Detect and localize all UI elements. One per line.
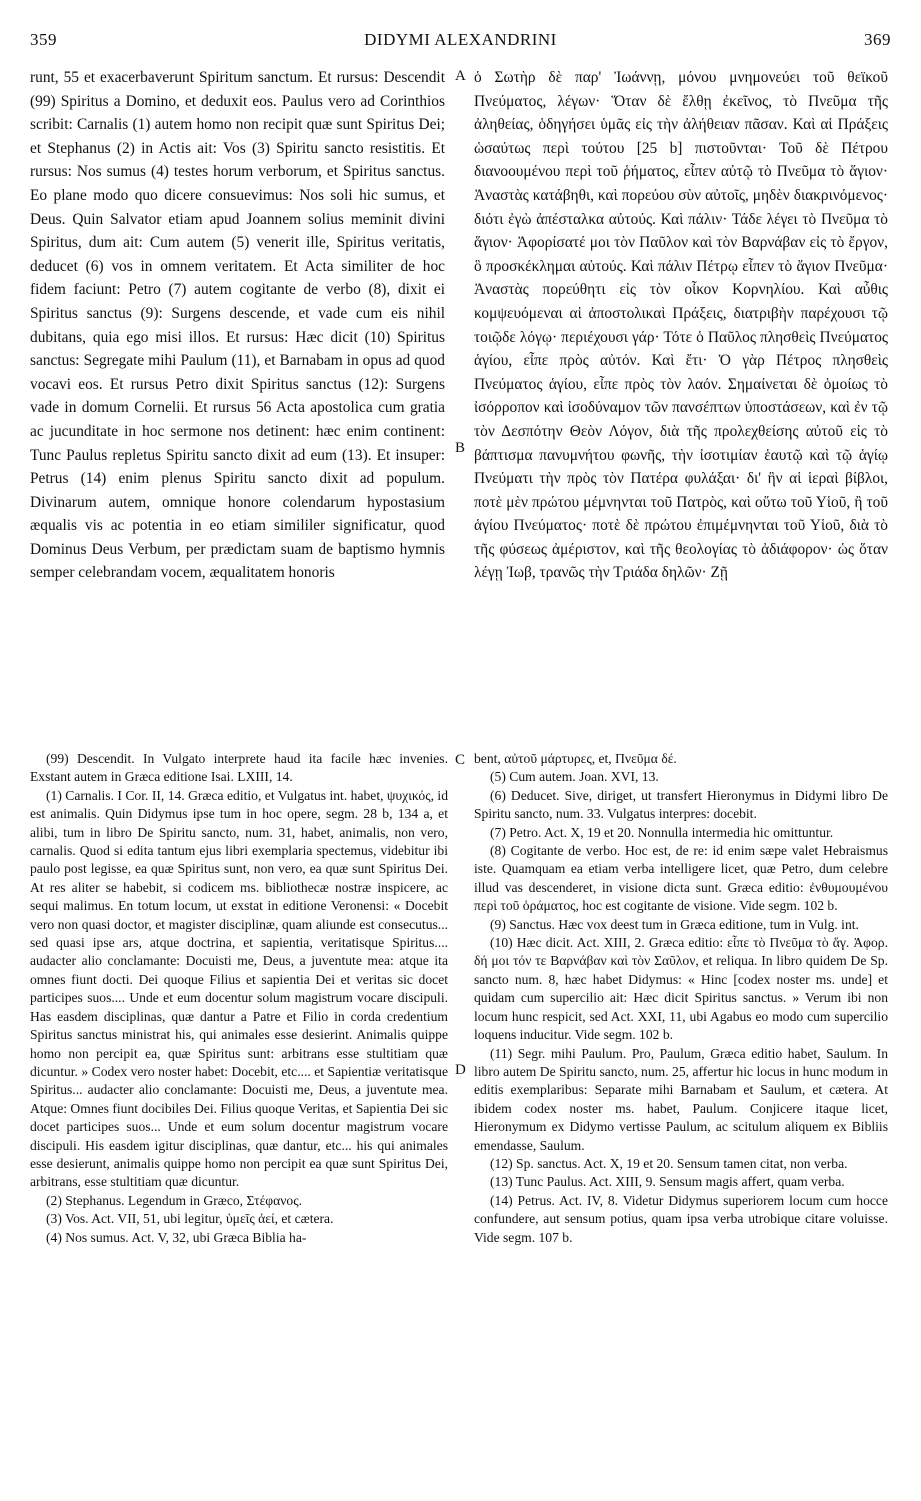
footnote: (11) Segr. mihi Paulum. Pro, Paulum, Græca editio habet, Saulum. In libro autem De Spiritu sancto, num. 25, affertur hic locus in hunc modum in editis exemplaribus: Separate mihi Barnabam et Saulum, et cætera. At ibidem codex noster ms. habet, Paulum. Conjicere itaque licet, Hieronymum ex Didymo vertisse Paulum, ac scitulum aliquem ex Bibliis emendasse, Saulum. xyxy=(474,1045,888,1153)
latin-main-text: runt, 55 et exacerbaverunt Spiritum sanctum. Et rursus: Descendit (99) Spiritus a Domino, et deduxit eos. Paulus vero ad Corinthios scribit: Carnalis (1) autem homo non recipit quæ sunt Spiritus Dei; et Stephanus (2) in Actis ait: Vos (3) Spiritu sancto resistitis. Et rursus: Nos sumus (4) testes horum verborum, et Spiritus sanctus. Eo plane modo quo dicere consuevimus: Nos soli hic sumus, et Deus. Quin Salvator etiam apud Joannem solius meminit divini Spiritus, dum ait: Cum autem (5) venerit ille, Spiritus veritatis, deducet (6) vos in omnem veritatem. Et Acta similiter de hoc fidem faciunt: Petro (7) autem cogitante de verbo (8), dixit ei Spiritus sanctus (9): Surgens descende, et vade cum eis nihil dubitans, quia ego misi illos. Et rursus: Hæc dicit (10) Spiritus sanctus: Segregate mihi Paulum (11), et Barnabam in opus ad quod vocavi eos. Et rursus Petro dixit Spiritus sanctus (12): Surgens vade in domum Cornelii. Et rursus 56 Acta apostolica cum gratia ac jucunditate in hoc sermone nos detinent: hæc enim continent: Tunc Paulus repletus Spiritu sancto dixit ad eum (13). Et insuper: Petrus (14) enim plenus Spiritu sancto dixit ad populum. Divinarum autem, omnique honore colendarum hypostasium æqualis vis ac potentia in eo etiam simililer significatur, quod Dominus Deus Verbum, per prædictam suam de baptismo hymnis semper celebrandam vocem, æqualitatem honoris xyxy=(30,69,445,582)
footnote: (8) Cogitante de verbo. Hoc est, de re: id enim sæpe valet Hebraismus iste. Quamquam ea etiam verba intelligere licet, quæ Petro, dum celebre illud vas descenderet, in visione dicta sunt. Græca editio: ἐνθυμουμένου περὶ τοῦ ὁράματος, hoc est cogitante de visione. Vide segm. 102 b. xyxy=(474,843,888,914)
footnote: bent, αὐτοῦ μάρτυρες, et, Πνεῦμα δέ. xyxy=(474,751,677,766)
footnote: (99) Descendit. In Vulgato interprete haud ita facile hæc invenies. Exstant autem in Græca editione Isai. LXIII, 14. xyxy=(30,751,448,785)
footnote: (4) Nos sumus. Act. V, 32, ubi Græca Biblia ha- xyxy=(46,1229,307,1245)
footnote: (3) Vos. Act. VII, 51, ubi legitur, ὑμεῖς ἀεί, et cætera. xyxy=(46,1211,334,1227)
margin-letter-c: C xyxy=(455,752,466,768)
footnote: (9) Sanctus. Hæc vox deest tum in Græca editione, tum in Vulg. int. xyxy=(490,916,859,932)
footnotes-left-column xyxy=(30,750,448,1247)
footnotes-right-column xyxy=(474,750,888,1247)
margin-letter-d: D xyxy=(455,1062,466,1078)
footnote: (2) Stephanus. Legendum in Græco, Στέφανος. xyxy=(46,1192,302,1208)
footnote: (10) Hæc dicit. Act. XIII, 2. Græca editio: εἶπε τὸ Πνεῦμα τὸ ἅγ. Ἀφορ. δή μοι τόν τε Βαρνάβαν καὶ τὸν Σαῦλον, et reliqua. In libro quidem De Sp. sancto num. 8, hæc habet Didymus: « Hinc [codex noster ms. unde] et quidam cum supercilio ait: Hæc dicit Spiritus sanctus. » Verum ibi non locum hunc respicit, sed Act. XXI, 11, ubi Agabus eo modo cum supercilio loquens inducitur. Vide segm. 102 b. xyxy=(474,935,888,1043)
greek-main-text: ὁ Σωτὴρ δὲ παρ' Ἰωάννῃ, μόνου μνημονεύει τοῦ θεϊκοῦ Πνεύματος, λέγων· Ὅταν δὲ ἔλθῃ ἐκεῖνος, τὸ Πνεῦμα τῆς ἀληθείας, ὁδηγήσει ὑμᾶς εἰς τὴν ἀλήθειαν πᾶσαν. Καὶ αἱ Πράξεις ὡσαύτως περὶ τούτου [25 b] πιστοῦνται· Τοῦ δὲ Πέτρου διανοουμένου περὶ τοῦ ῥήματος, εἶπεν αὐτῷ τὸ Πνεῦμα τὸ ἅγιον· Ἀναστὰς κατάβηθι, καὶ πορεύου σὺν αὐτοῖς, μηδὲν διακρινόμενος· διότι ἐγὼ ἀπέσταλκα αὐτούς. Καὶ πάλιν· Τάδε λέγει τὸ Πνεῦμα τὸ ἅγιον· Ἀφορίσατέ μοι τὸν Παῦλον καὶ τὸν Βαρνάβαν εἰς τὸ ἔργον, ὃ προσκέκλημαι αὐτούς. Καὶ πάλιν Πέτρῳ εἶπεν τὸ ἅγιον Πνεῦμα· Ἀναστὰς πορεύθητι εἰς τὸν οἶκον Κορνηλίου. Καὶ αὖθις κομψευόμεναι αἱ ἀποστολικαὶ Πράξεις, διατριβὴν παρέχουσι τῷ τοιῷδε λόγῳ· περιέχουσι γάρ· Τότε ὁ Παῦλος πλησθεὶς Πνεύματος ἁγίου, εἶπε πρὸς αὐτόν. Καὶ ἔτι· Ὁ γὰρ Πέτρος πλησθεὶς Πνεύματος ἁγίου, εἶπε πρὸς τὸν λαόν. Σημαίνεται δὲ ὁμοίως τὸ ἰσόρροπον καὶ ἰσοδύναμον τῶν πανσέπτων ὑποστάσεων, καὶ ἐν τῷ τὸν Δεσπότην Θεὸν Λόγον, διὰ τῆς προλεχθείσης αὐτοῦ εἰς τὸ βάπτισμα πανυμνήτου φωνῆς, τὴν ἰσοτιμίαν ἑαυτῷ καὶ τῷ ἁγίῳ Πνεύματι τὴν πρὸς τὸν Πατέρα φυλάξαι· δι' ἣν αἱ ἱεραὶ βίβλοι, ποτὲ μὲν πρώτου μέμνηνται τοῦ Πατρὸς, καὶ οὕτω τοῦ Υἱοῦ, ἢ τοῦ ἁγίου Πνεύματος· ποτὲ δὲ πρώτου ἐπιμέμνηνται τοῦ Υἱοῦ, διὰ τὸ τῆς φύσεως ἀμέριστον, καὶ τῆς θεολογίας τὸ ἀδιάφορον· ὡς ὅταν λέγῃ Ἰωβ, τρανῶς τὴν Τριάδα δηλῶν· Ζῇ xyxy=(474,69,888,582)
footnote: (12) Sp. sanctus. Act. X, 19 et 20. Sensum tamen citat, non verba. xyxy=(490,1155,848,1171)
page-number-left: 359 xyxy=(30,30,57,49)
margin-letter-a: A xyxy=(455,68,466,84)
footnote: (6) Deducet. Sive, diriget, ut transfert Hieronymus in Didymi libro De Spiritu sancto, num. 33. Vulgatus interpres: docebit. xyxy=(474,787,888,822)
greek-main-column xyxy=(474,66,888,585)
margin-letter-b: B xyxy=(455,440,466,456)
footnote: (13) Tunc Paulus. Act. XIII, 9. Sensum magis affert, quam verba. xyxy=(490,1174,845,1190)
footnote: (1) Carnalis. I Cor. II, 14. Græca editio, et Vulgatus int. habet, ψυχικός, id est animalis. Quin Didymus ipse tum in hoc opere, segm. 28 b, 134 a, et alibi, tum in libro De Spiritu sancto, num. 31, habet, animalis, non vero, carnalis. Quod si edita tantum ejus libri exemplaria spectemus, videbitur ibi paulo post legisse, ea quæ Spiritus sunt, non vero, ea quæ sunt Spiritus Dei. At res aliter se habebit, si codicem ms. bibliothecæ nostræ inspicere, ac sequi malimus. En totum locum, ut exstat in editione Veronensi: « Docebit vero non quasi doctor, et magister disciplinæ, quam aliunde est consecutus... sed quasi ipse ars, atque doctrina, et sapientia, veritatisque Spiritus.... audacter alio conclamante: Docuisti me, Deus, a juventute mea: atque ita omnes fiunt docti. Dei quoque Filius et sapientia Dei et veritas sic docet participes suos.... Unde et eum docentur solum magistrum vocare discipuli. Has easdem disciplinas, quæ dantur a Patre et Filio in corda credentium Spiritus sanctus ministrat his, qui animales esse desierint. Animalis quippe homo non percipit ea, quæ Spiritus sunt: arbitrans esse stultitiam quæ dicuntur. » Codex vero noster habet: Docebit, etc.... et Sapientiæ veritatisque Spiritus... audacter alio conclamante: Docuisti me, Deus, a juventute mea. Atque: Omnes fiunt docibiles Dei. Filius quoque Veritas, et Sapientia Dei sic docet participes suos... Unde et eum solum docentur magistrum vocare discipuli. His easdem igitur disciplinas, quæ dantur, etc... his qui animales esse desierunt, animalis quippe homo non percipit ea quæ sunt Spiritus Dei, arbitrans, esse stultitiam quæ dicuntur. xyxy=(30,787,448,1190)
running-title: DIDYMI ALEXANDRINI xyxy=(364,30,557,49)
footnote: (7) Petro. Act. X, 19 et 20. Nonnulla intermedia hic omittuntur. xyxy=(490,824,834,840)
page-header xyxy=(30,30,891,60)
page-number-right: 369 xyxy=(864,30,891,49)
latin-main-column xyxy=(30,66,445,585)
footnote: (5) Cum autem. Joan. XVI, 13. xyxy=(490,769,659,785)
footnote: (14) Petrus. Act. IV, 8. Videtur Didymus superiorem locum cum hocce confundere, aut sensum potius, quam ipsa verba utrobique citare voluisse. Vide segm. 107 b. xyxy=(474,1192,888,1245)
